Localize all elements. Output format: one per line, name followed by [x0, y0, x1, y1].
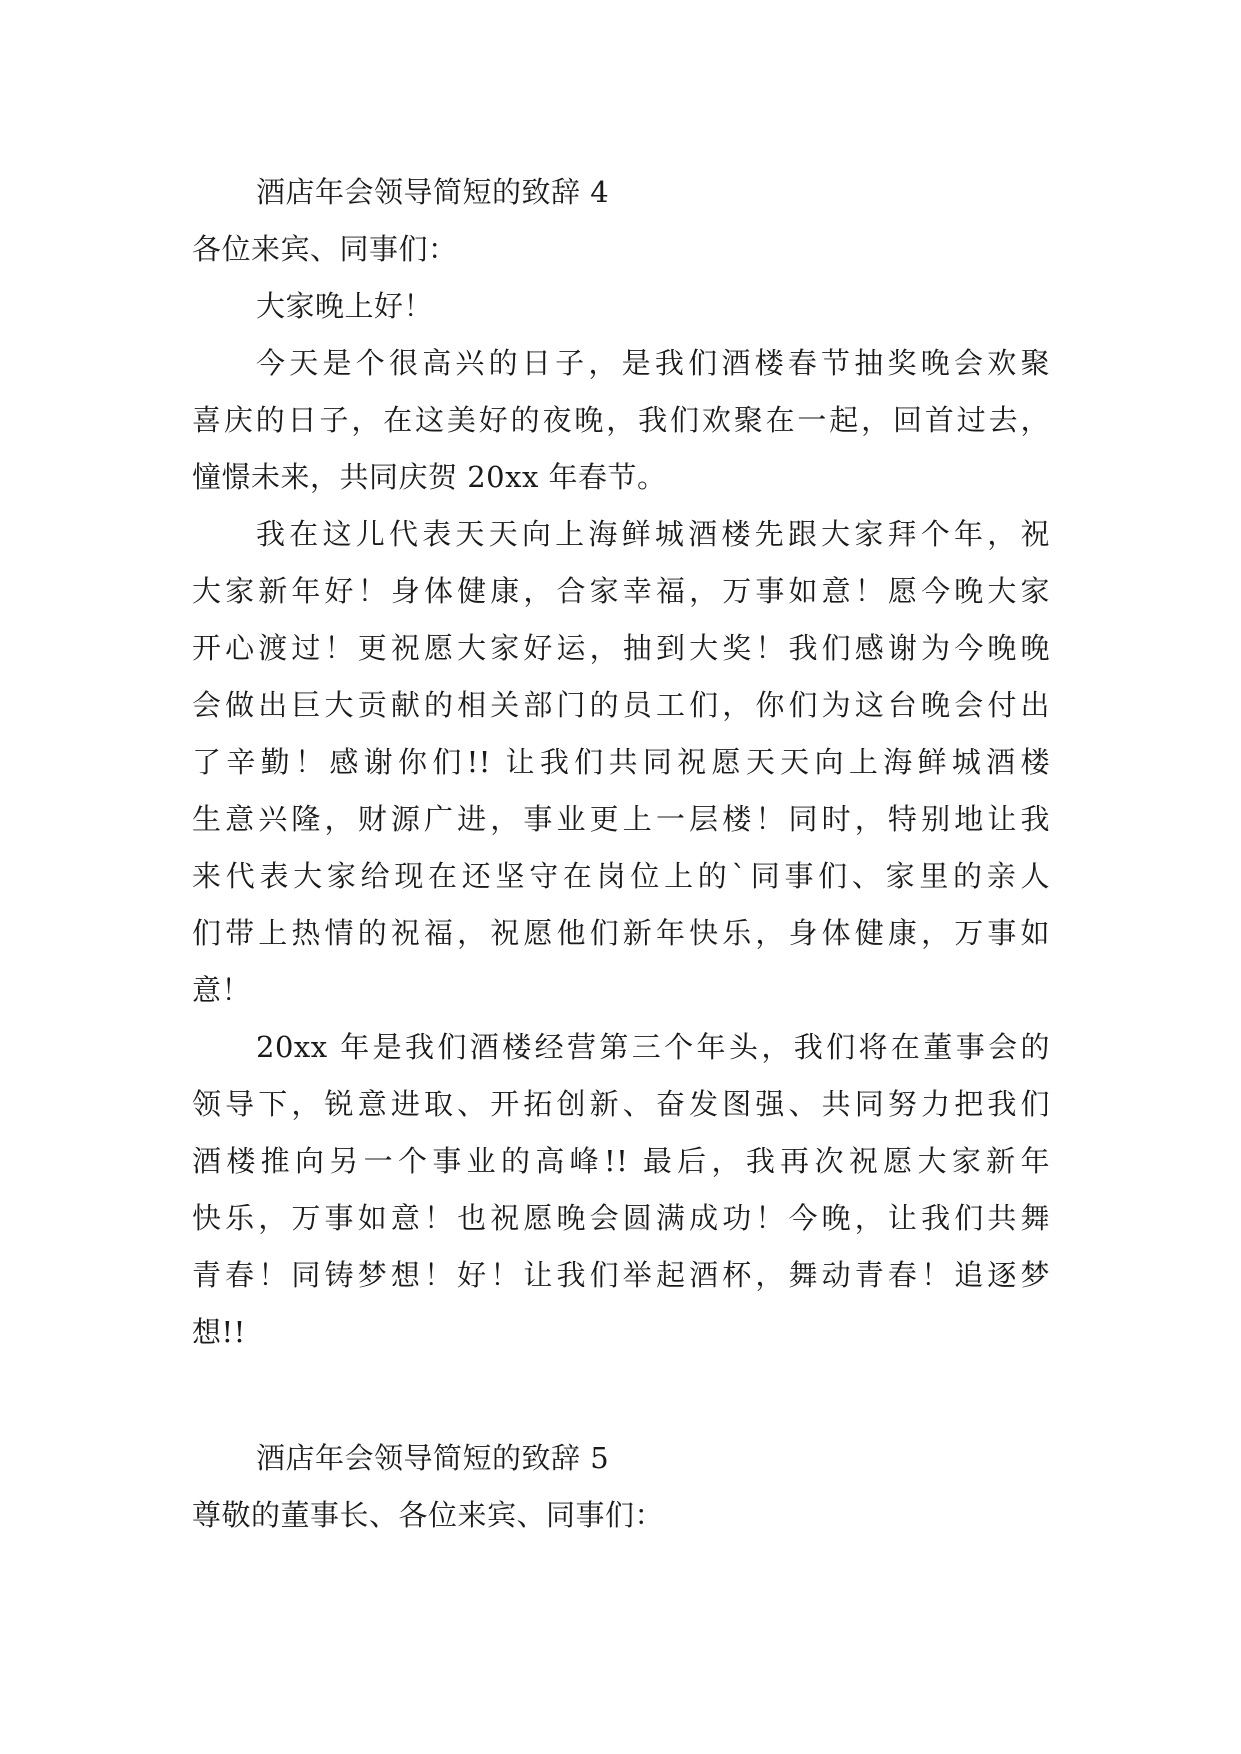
section-gap	[192, 1418, 1050, 1430]
section-title: 酒店年会领导简短的致辞 5	[256, 1441, 610, 1475]
paragraph-2	[192, 506, 1050, 1019]
document-page	[192, 164, 1050, 1544]
paragraph-line: 青春！同铸梦想！好！让我们举起酒杯，舞动青春！追逐梦	[192, 1258, 1050, 1292]
paragraph-line: 了辛勤！感谢你们!! 让我们共同祝愿天天向上海鲜城酒楼	[192, 745, 1050, 779]
paragraph-1	[192, 335, 1050, 506]
paragraph-line: 们带上热情的祝福，祝愿他们新年快乐，身体健康，万事如	[192, 916, 1050, 950]
paragraph-line: 生意兴隆，财源广进，事业更上一层楼！同时，特别地让我	[192, 802, 1050, 836]
paragraph-line: 酒楼推向另一个事业的高峰!! 最后，我再次祝愿大家新年	[192, 1144, 1050, 1178]
paragraph-line: 会做出巨大贡献的相关部门的员工们，你们为这台晚会付出	[192, 688, 1050, 722]
paragraph-line: 开心渡过！更祝愿大家好运，抽到大奖！我们感谢为今晚晚	[192, 631, 1050, 665]
greeting: 大家晚上好！	[256, 289, 434, 323]
paragraph-line: 领导下，锐意进取、开拓创新、奋发图强、共同努力把我们	[192, 1087, 1050, 1121]
salutation: 尊敬的董事长、各位来宾、同事们：	[192, 1498, 665, 1532]
paragraph-line: 快乐，万事如意！也祝愿晚会圆满成功！今晚，让我们共舞	[192, 1201, 1050, 1235]
paragraph-line: 20xx 年是我们酒楼经营第三个年头，我们将在董事会的	[256, 1030, 1050, 1064]
paragraph-line: 大家新年好！身体健康，合家幸福，万事如意！愿今晚大家	[192, 574, 1050, 608]
paragraph-line: 我在这儿代表天天向上海鲜城酒楼先跟大家拜个年，祝	[256, 517, 1050, 551]
section-title: 酒店年会领导简短的致辞 4	[256, 175, 610, 209]
paragraph-line: 今天是个很高兴的日子，是我们酒楼春节抽奖晚会欢聚	[256, 346, 1050, 380]
paragraph-3	[192, 1019, 1050, 1361]
paragraph-line: 憧憬未来，共同庆贺 20xx 年春节。	[192, 460, 667, 494]
salutation: 各位来宾、同事们：	[192, 232, 458, 266]
paragraph-line: 想!!	[192, 1315, 246, 1349]
section-spacer	[192, 1361, 1050, 1418]
paragraph-line: 来代表大家给现在还坚守在岗位上的`同事们、家里的亲人	[192, 859, 1050, 893]
paragraph-line: 意！	[192, 973, 252, 1007]
paragraph-line: 喜庆的日子，在这美好的夜晚，我们欢聚在一起，回首过去，	[192, 403, 1050, 437]
